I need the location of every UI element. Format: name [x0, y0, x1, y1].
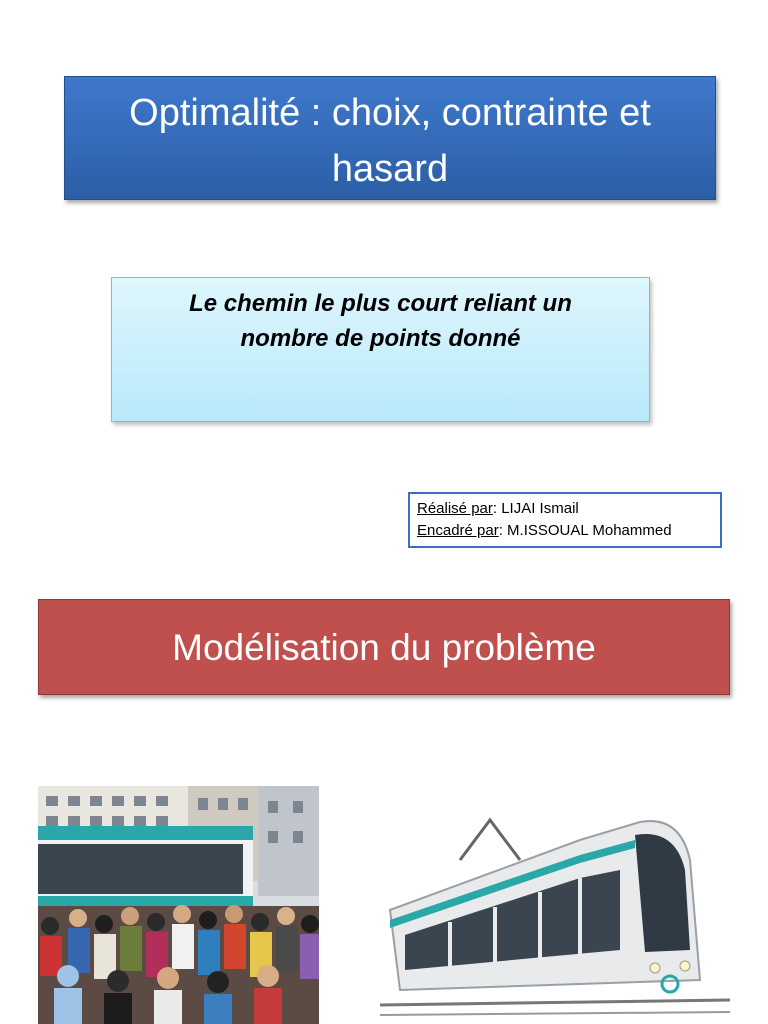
credits-made-by — [417, 498, 713, 520]
credits-box — [408, 492, 722, 548]
slide-title-line-1: Optimalité : choix, contrainte et — [129, 92, 651, 134]
crowd-bus-photo — [38, 786, 319, 1024]
section-title: Modélisation du problème — [172, 627, 596, 668]
credits-supervised-by — [417, 520, 713, 542]
section-title-box — [38, 599, 730, 695]
made-by-name: : LIJAI Ismail — [492, 500, 579, 517]
supervised-name: : M.ISSOUAL Mohammed — [498, 522, 672, 539]
subtitle-line-2: nombre de points donné — [240, 325, 521, 352]
slide-title-box — [64, 76, 716, 200]
supervised-label: Encadré par — [417, 522, 499, 539]
subtitle-box — [111, 277, 650, 422]
made-by-label: Réalisé par — [417, 500, 493, 517]
slide-title-line-2: hasard — [331, 148, 449, 190]
tram-photo — [380, 800, 730, 1024]
subtitle-line-1: Le chemin le plus court reliant un — [189, 290, 572, 317]
